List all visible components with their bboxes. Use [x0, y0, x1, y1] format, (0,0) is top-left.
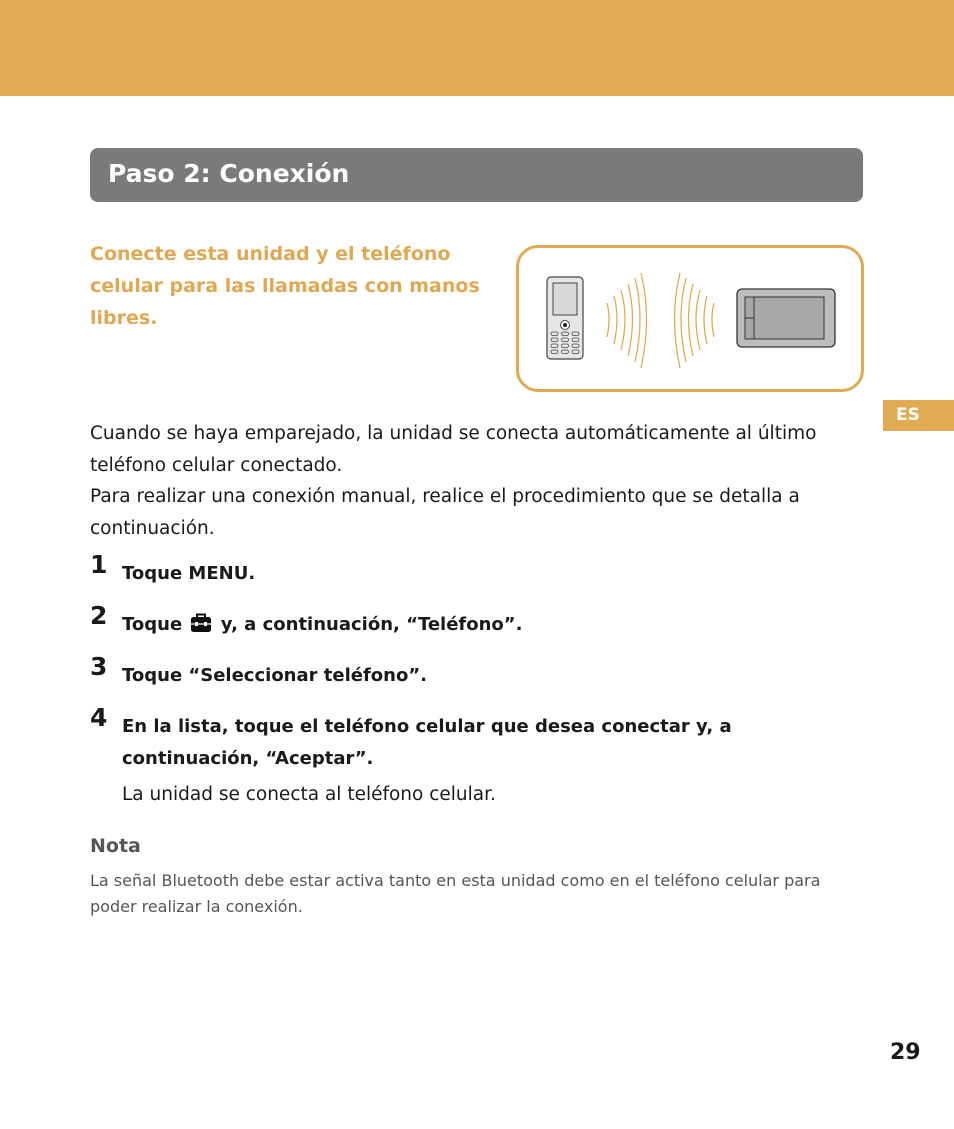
signal-waves-icon [607, 273, 714, 368]
note-text: La señal Bluetooth debe estar activa tanto en esta unidad como en el teléfono celular para poder realizar la conexión. [90, 871, 821, 916]
intro-text: Conecte esta unidad y el teléfono celular para las llamadas con manos libres. [90, 243, 480, 329]
step-number: 3 [90, 652, 108, 681]
step-number: 4 [90, 703, 108, 732]
section-title-bar [90, 148, 863, 202]
body-text [90, 418, 850, 544]
toolbox-icon [190, 612, 212, 644]
language-tab: ES [883, 400, 954, 431]
step-number: 1 [90, 550, 108, 579]
section-title: Paso 2: Conexión [108, 159, 350, 188]
step-text: Toque MENU. [122, 563, 256, 584]
car-unit-icon [737, 289, 835, 347]
paragraph: Para realizar una conexión manual, realice el procedimiento que se detalla a continuación. [90, 486, 800, 539]
page-number: 29 [890, 1040, 921, 1065]
paragraph: Cuando se haya emparejado, la unidad se conecta automáticamente al último teléfono celular conectado. [90, 423, 817, 476]
step-result: La unidad se conecta al teléfono celular. [122, 784, 496, 805]
note-title: Nota [90, 835, 141, 857]
step-text: Toque y, a continuación, “Teléfono”. [122, 609, 872, 644]
step-text: En la lista, toque el teléfono celular que desea conectar y, a continuación, “Aceptar”. [122, 716, 732, 769]
header-band [0, 0, 954, 96]
step-number: 2 [90, 601, 108, 630]
mobile-phone-icon [547, 277, 583, 359]
connection-illustration [516, 245, 864, 392]
step-text: Toque “Seleccionar teléfono”. [122, 665, 428, 686]
